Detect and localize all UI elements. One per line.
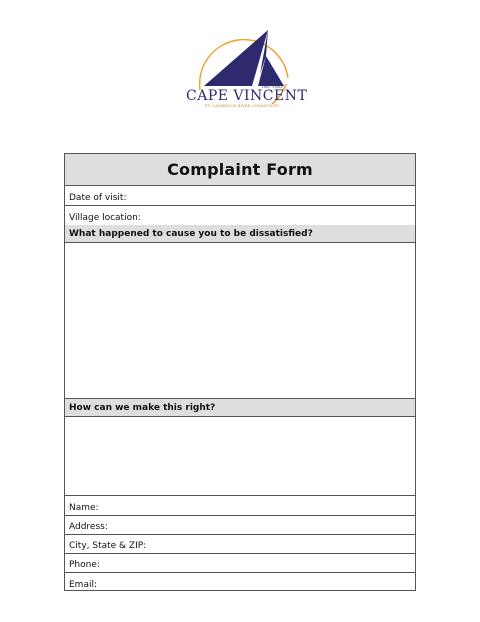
address-field[interactable] (65, 515, 415, 535)
village-location-label: Village location: (69, 212, 141, 223)
city-state-zip-field[interactable] (65, 534, 415, 554)
phone-label: Phone: (69, 559, 100, 570)
question-make-right-header (65, 399, 415, 417)
address-label: Address: (69, 521, 108, 532)
make-right-answer-area[interactable] (65, 417, 415, 496)
email-field[interactable] (65, 572, 415, 592)
logo-inc-text: INC. 1853 (262, 84, 283, 89)
phone-field[interactable] (65, 553, 415, 573)
village-location-field[interactable] (65, 206, 415, 226)
complaint-form (64, 153, 416, 591)
name-label: Name: (69, 502, 99, 513)
cape-vincent-logo (186, 28, 308, 112)
name-field[interactable] (65, 496, 415, 516)
date-of-visit-label: Date of visit: (69, 192, 127, 203)
question-dissatisfied-header (65, 225, 415, 243)
city-state-zip-label: City, State & ZIP: (69, 540, 147, 551)
dissatisfied-answer-area[interactable] (65, 243, 415, 399)
form-title-bar (65, 154, 415, 186)
date-of-visit-field[interactable] (65, 186, 415, 206)
form-title: Complaint Form (167, 160, 313, 179)
question-make-right-label: How can we make this right? (69, 402, 216, 413)
email-label: Email: (69, 579, 98, 590)
question-dissatisfied-label: What happened to cause you to be dissatisfied? (69, 228, 313, 239)
logo-tagline: ST. LAWRENCE RIVER COMMUNITY (204, 104, 280, 108)
logo-name: CAPE VINCENT (186, 88, 308, 104)
